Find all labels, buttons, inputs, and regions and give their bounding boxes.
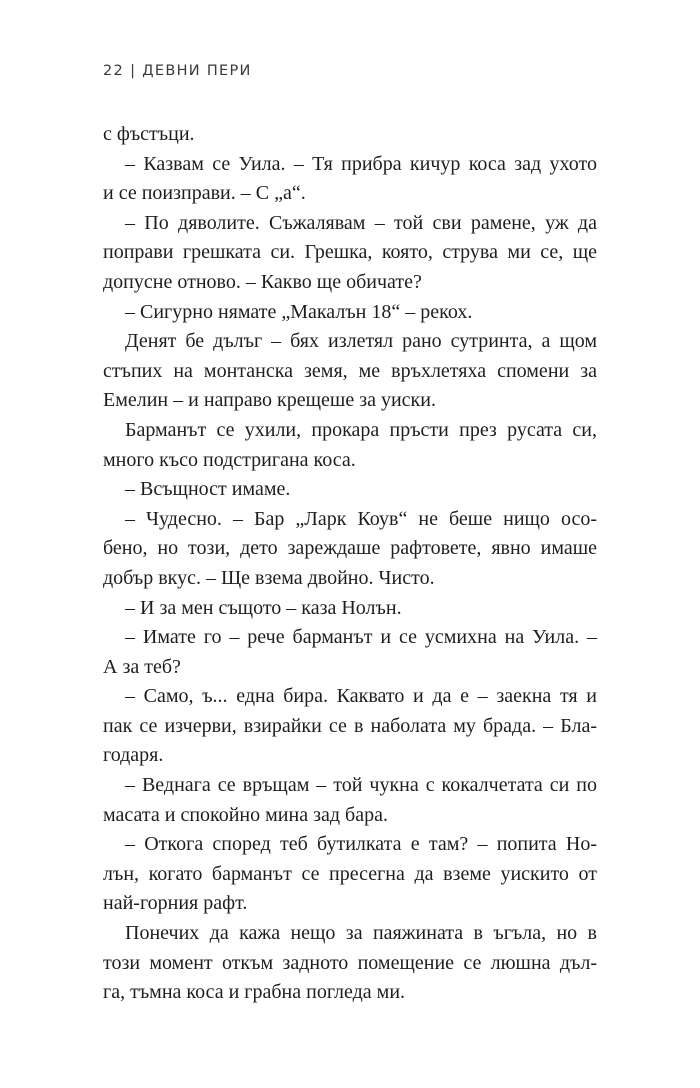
text-line: и се поизправи. – С „а“. (103, 182, 306, 205)
text-line: – И за мен същото – каза Нолън. (125, 596, 402, 619)
text-line: лън, когато барманът се пресегна да вземе уискито от (103, 862, 597, 885)
text-line: – Всъщност имаме. (125, 478, 291, 501)
text-line: Барманът се ухили, прокара пръсти през русата си, (125, 418, 597, 441)
text-line: – Веднага се връщам – той чукна с кокалчетата си по (125, 774, 597, 797)
text-line: Емелин – и направо крещеше за уиски. (103, 389, 436, 412)
text-line: – Имате го – рече барманът и се усмихна на Уила. – (125, 626, 597, 649)
text-line: най-горния рафт. (103, 892, 248, 915)
text-line: – По дяволите. Съжалявам – той сви рамене, уж да (125, 211, 597, 234)
text-line: – Казвам се Уила. – Тя прибра кичур коса зад ухото (125, 152, 597, 175)
text-line: годаря. (103, 744, 164, 767)
text-line: поправи грешката си. Грешка, която, струва ми се, ще (103, 241, 597, 264)
text-line: стъпих на монтанска земя, ме връхлетяха спомени за (103, 359, 597, 382)
text-line: – Сигурно нямате „Макалън 18“ – рекох. (125, 300, 473, 323)
text-line: пак се изчерви, взирайки се в наболата му брада. – Бла- (103, 714, 597, 737)
text-line: А за теб? (103, 655, 181, 678)
text-line: бено, но този, дето зареждаше рафтовете, явно имаше (103, 537, 597, 560)
body-text (103, 120, 597, 1008)
page-number: 22 (103, 63, 125, 79)
text-line: много късо подстригана коса. (103, 448, 356, 471)
text-line: – Само, ъ... една бира. Каквато и да е – заекна тя и (125, 685, 597, 708)
text-line: га, тъмна коса и грабна погледа ми. (103, 981, 406, 1004)
text-line: – Чудесно. – Бар „Ларк Коув“ не беше нищо осо- (125, 507, 597, 530)
author-name: ДЕВНИ ПЕРИ (142, 63, 252, 79)
text-line: – Откога според теб бутилката е там? – попита Но- (125, 833, 597, 856)
text-line: масата и спокойно мина зад бара. (103, 803, 388, 826)
text-line: Понечих да кажа нещо за паяжината в ъгъла, но в (125, 922, 597, 945)
text-line: този момент откъм задното помещение се люшна дъл- (103, 951, 597, 974)
text-line: допусне отново. – Какво ще обичате? (103, 270, 422, 293)
text-line: добър вкус. – Ще взема двойно. Чисто. (103, 566, 435, 589)
header-separator: | (130, 63, 137, 79)
text-line: Денят бе дълъг – бях излетял рано сутринта, а щом (125, 330, 597, 353)
text-line: с фъстъци. (103, 123, 195, 145)
running-header (103, 63, 252, 79)
